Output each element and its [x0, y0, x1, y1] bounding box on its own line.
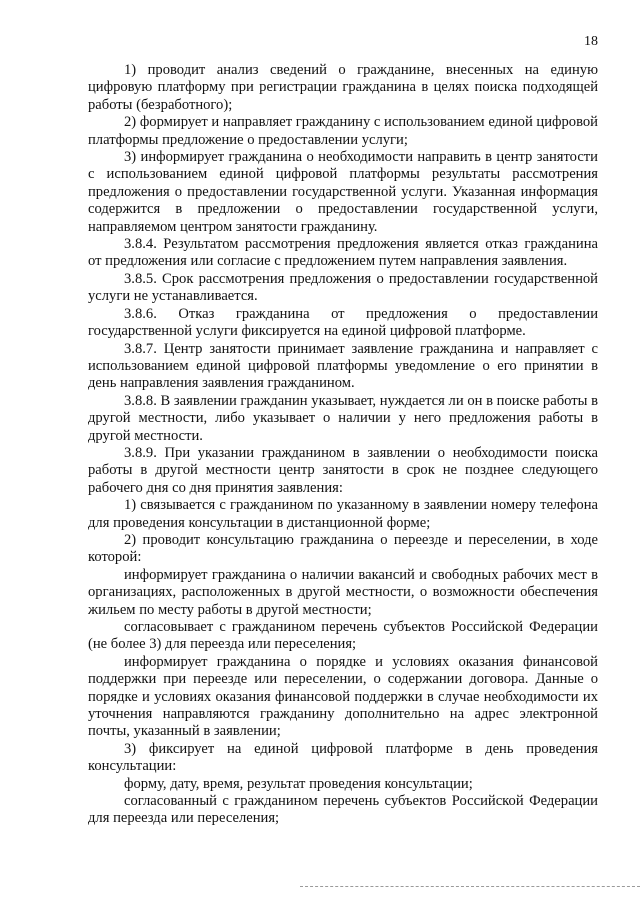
paragraph-1: 1) проводит анализ сведений о гражданине, внесенных на единую цифровую платформу при регистрации гражданина в целях поиска подходящей работы (безработного);	[88, 62, 598, 113]
paragraph-3-8-8: 3.8.8. В заявлении гражданин указывает, нуждается ли он в поиске работы в другой местности, либо указывает о наличии у него предложения работы в другой местности.	[88, 392, 598, 444]
paragraph-item-3: 3) фиксирует на единой цифровой платформе в день проведения консультации:	[88, 740, 598, 775]
paragraph-3-8-6: 3.8.6. Отказ гражданина от предложения о предоставлении государственной услуги фиксируется на единой цифровой платформе.	[88, 305, 598, 340]
paragraph-item-2: 2) проводит консультацию гражданина о переезде и переселении, в ходе которой:	[88, 531, 598, 566]
paragraph-item-1: 1) связывается с гражданином по указанному в заявлении номеру телефона для проведения консультации в дистанционной форме;	[88, 497, 598, 531]
paragraph-3-8-7: 3.8.7. Центр занятости принимает заявление гражданина и направляет с использованием единой цифровой платформы уведомление о его принятии в день направления заявления гражданином.	[88, 340, 598, 392]
paragraph-3: 3) информирует гражданина о необходимости направить в центр занятости с использованием единой цифровой платформы результаты рассмотрения предложения о предоставлении государственной услуги. Указанная информация содержится в предложении о предоставлении государственной услуги, направляемом центром занятости гражданину.	[88, 149, 598, 235]
paragraph-agreed-list: согласованный с гражданином перечень субъектов Российской Федерации для переезда или переселения;	[88, 793, 598, 827]
paragraph-3-8-9: 3.8.9. При указании гражданином в заявлении о необходимости поиска работы в другой местности центр занятости в срок не позднее следующего рабочего дня со дня принятия заявления:	[88, 444, 598, 496]
document-body	[88, 62, 598, 828]
scan-artifact-line	[300, 886, 640, 889]
paragraph-informs-support: информирует гражданина о порядке и условиях оказания финансовой поддержки при переезде или переселении, о содержании договора. Данные о порядке и условиях оказания финансовой поддержки в случае необходимости их уточнения направляются гражданину дополнительно на адрес электронной почты, указанный в заявлении;	[88, 653, 598, 740]
paragraph-3-8-5: 3.8.5. Срок рассмотрения предложения о предоставлении государственной услуги не устанавливается.	[88, 270, 598, 305]
page-number: 18	[584, 34, 598, 49]
paragraph-consultation-details: форму, дату, время, результат проведения консультации;	[124, 775, 473, 792]
paragraph-2: 2) формирует и направляет гражданину с использованием единой цифровой платформы предложение о предоставлении услуги;	[88, 114, 598, 148]
paragraph-agrees-list: согласовывает с гражданином перечень субъектов Российской Федерации (не более 3) для переезда или переселения;	[88, 619, 598, 653]
paragraph-3-8-4: 3.8.4. Результатом рассмотрения предложения является отказ гражданина от предложения или согласие с предложением путем направления заявления.	[88, 236, 598, 270]
paragraph-informs-vacancies: информирует гражданина о наличии вакансий и свободных рабочих мест в организациях, расположенных в другой местности, о возможности обеспечения жильем по месту работы в другой местности;	[88, 566, 598, 618]
